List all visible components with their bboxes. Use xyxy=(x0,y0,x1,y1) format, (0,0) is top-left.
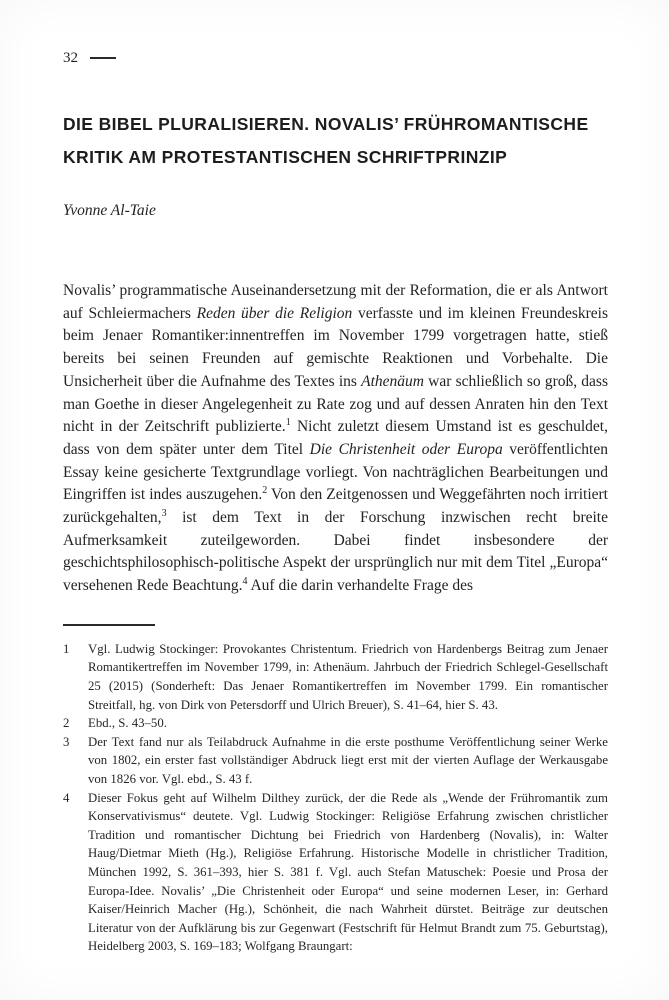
article-author: Yvonne Al-Taie xyxy=(63,202,156,219)
footnote-separator-rule xyxy=(63,624,155,626)
body-run-italic: Die Christenheit oder Europa xyxy=(309,440,503,458)
footnote-text: Ebd., S. 43–50. xyxy=(88,716,167,731)
body-run: ist dem Text in der Forschung inzwischen recht breite Aufmerksamkeit zuteilgeworden. Dabei findet insbesondere der geschichtsphilosophisch-politische Aspekt der ursprünglich nur mit dem Titel „Europa“ versehenen Rede Beachtung. xyxy=(63,509,608,595)
footnotes-section xyxy=(63,640,608,956)
page-number: 32 xyxy=(63,50,78,66)
footnote-item-3 xyxy=(63,733,608,789)
footnote-ref-2: 2 xyxy=(262,485,268,497)
footnote-item-1 xyxy=(63,640,608,714)
body-run: verfasste und im kleinen Freundeskreis beim Jenaer Romantiker:innentreffen im November 1799 vorgetragen hatte, stieß bereits bei seinen Freunden auf gemischte Reaktionen und Vorbehalte. Die Unsicherheit über die Aufnahme des Textes ins xyxy=(63,304,609,390)
footnote-text: Der Text fand nur als Teilabdruck Aufnahme in die erste posthume Veröffentlichung seiner Werke von 1802, ein erster fast vollständiger Abdruck liegt erst mit der vierten Auflage der Werkausgabe von 1826 vor. Vgl. ebd., S. 43 f. xyxy=(88,734,608,786)
body-run: veröffentlichten Essay keine gesicherte Textgrundlage vorliegt. Von nachträglichen Bearbeitungen und Eingriffen ist indes auszugehen. xyxy=(63,440,608,504)
article-title: DIE BIBEL PLURALISIEREN. NOVALIS’ FRÜHROMANTISCHE KRITIK AM PROTESTANTISCHEN SCHRIFTPRINZIP xyxy=(63,114,589,167)
body-run: war schließlich so groß, dass man Goethe in dieser Angelegenheit zu Rate zog und auf dessen Anraten hin den Text nicht in der Zeitschrift publizierte. xyxy=(63,372,608,436)
footnote-number: 4 xyxy=(63,790,70,805)
footnote-ref-3: 3 xyxy=(161,507,167,519)
footnote-text: Dieser Fokus geht auf Wilhelm Dilthey zurück, der die Rede als „Wende der Frühromantik zum Konservativismus“ deutete. Vgl. Ludwig Stockinger: Religiöse Erfahrung zwischen christlicher Tradition und romantischer Dichtung bei Friedrich von Hardenberg (Novalis), in: Walter Haug/Dietmar Mieth (Hg.), Religiöse Erfahrung. Historische Modelle in christlicher Tradition, München 1992, S. 361–393, hier S. 381 f. Vgl. auch Stefan Matuschek: Poesie und Prosa der Europa-Idee. Novalis’ „Die Christenheit oder Europa“ und seine modernen Leser, in: Gerhard Kaiser/Heinrich Macher (Hg.), Schönheit, die nach Wahrheit dürstet. Beiträge zur deutschen Literatur von der Aufklärung bis zur Gegenwart (Festschrift für Helmut Brandt zum 75. Geburtstag), Heidelberg 2003, S. 169–183; Wolfgang Braungart: xyxy=(88,790,608,954)
body-run-italic: Athenäum xyxy=(361,372,424,390)
footnote-text: Vgl. Ludwig Stockinger: Provokantes Christentum. Friedrich von Hardenbergs Beitrag zum Jenaer Romantikertreffen im November 1799, in: Athenäum. Jahrbuch der Friedrich Schlegel-Gesellschaft 25 (2015) (Sonderheft: Das Jenaer Romantikertreffen im November 1799. Ein romantischer Streitfall, hg. von Dirk von Petersdorff und Ulrich Breuer), S. 41–64, hier S. 43. xyxy=(88,641,608,712)
body-run: Von den Zeitgenossen und Weggefährten noch irritiert zurückgehalten, xyxy=(63,486,608,527)
footnote-number: 3 xyxy=(63,734,70,749)
footnote-number: 2 xyxy=(63,716,70,731)
body-run: Auf die darin verhandelte Frage des xyxy=(247,577,473,595)
body-run-italic: Reden über die Religion xyxy=(196,304,353,322)
body-run: Novalis’ programmatische Auseinandersetzung mit der Reformation, die er als Antwort auf Schleiermachers xyxy=(63,282,608,322)
page-header xyxy=(63,50,608,68)
footnote-ref-4: 4 xyxy=(242,575,248,587)
footnote-ref-1: 1 xyxy=(285,417,291,429)
footnote-item-2 xyxy=(63,714,608,733)
footnote-item-4 xyxy=(63,789,608,956)
footnote-number: 1 xyxy=(63,641,70,656)
body-paragraph xyxy=(63,280,608,598)
page-number-rule xyxy=(90,57,116,59)
body-run: Nicht zuletzt diesem Umstand ist es geschuldet, dass von dem später unter dem Titel xyxy=(63,418,608,458)
